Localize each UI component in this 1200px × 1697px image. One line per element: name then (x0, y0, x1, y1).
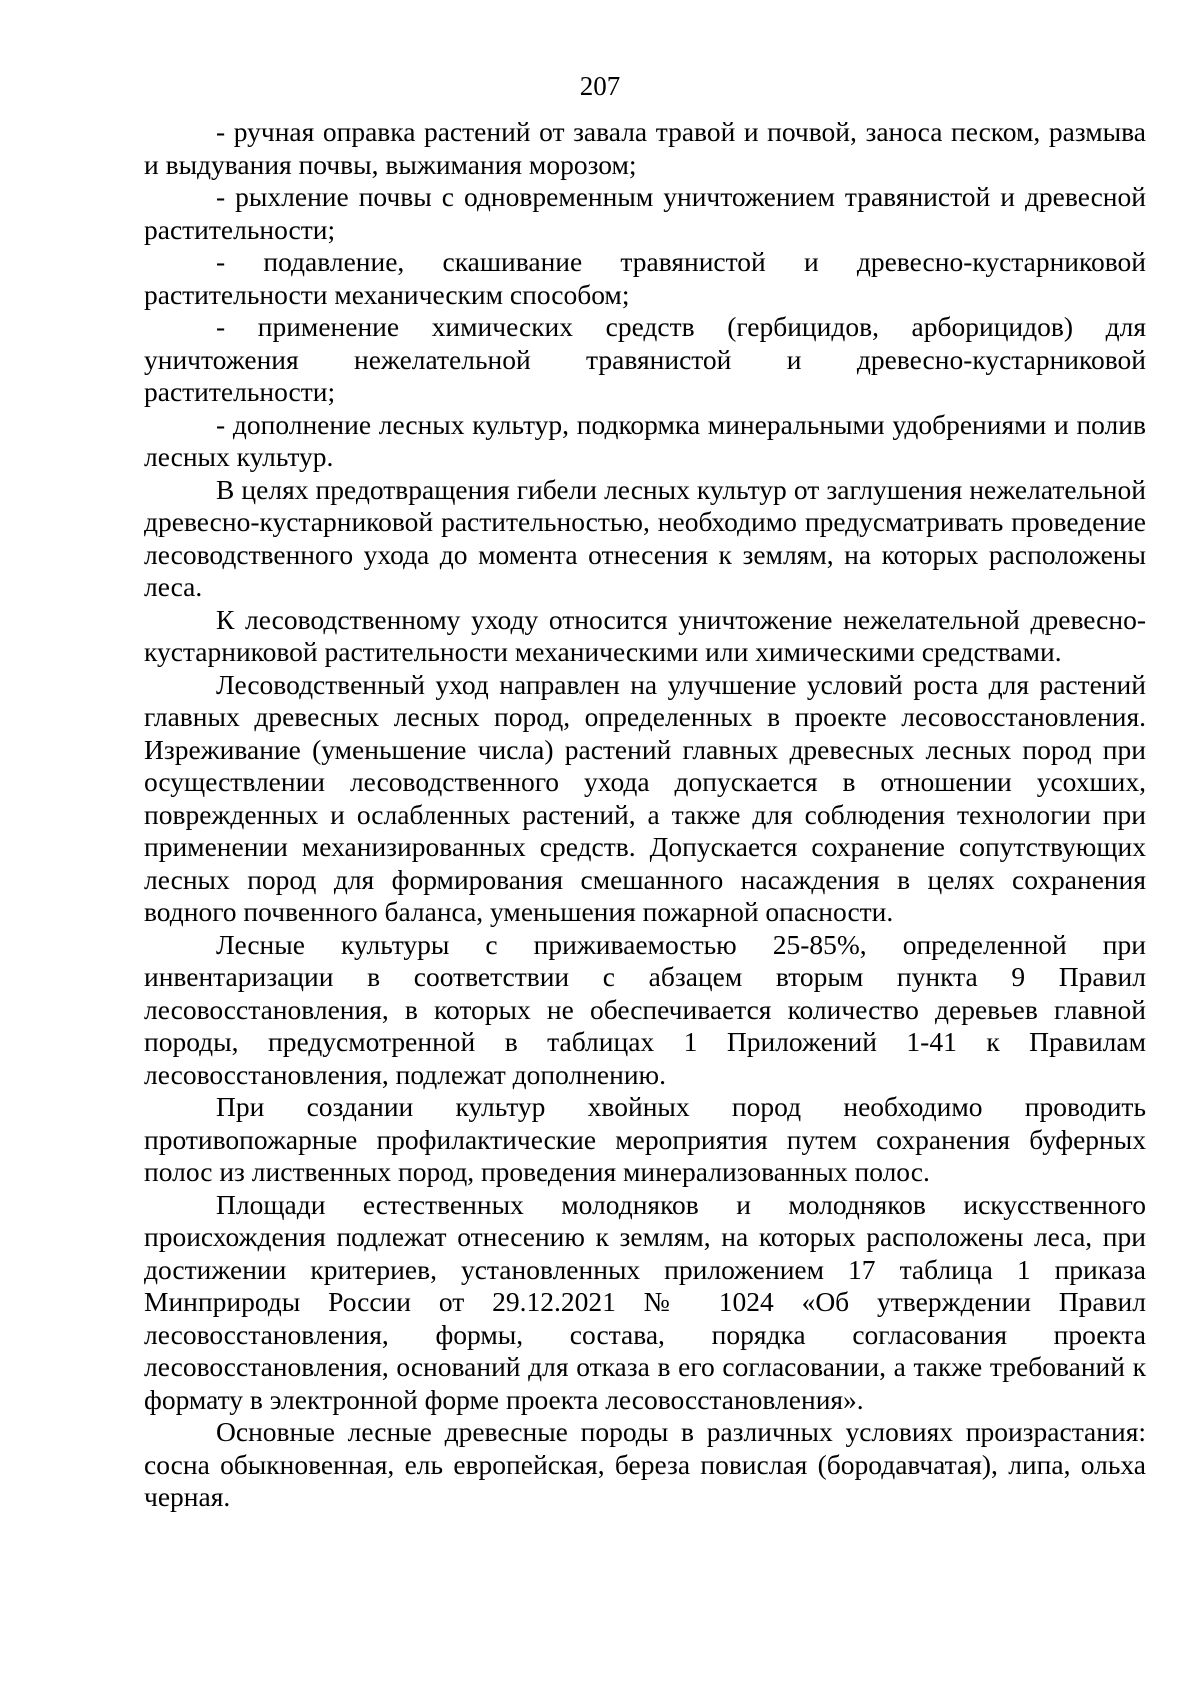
paragraph-prevention-of-death: В целях предотвращения гибели лесных культур от заглушения нежелательной древесно-кустарниковой растительностью, необходимо предусматривать проведение лесоводственного ухода до момента отнесения к землям, на которых расположены леса. (144, 473, 1146, 602)
paragraph-silvicultural-care-purpose: Лесоводственный уход направлен на улучшение условий роста для растений главных древесных лесных пород, определенных в проекте лесовосстановления. Изреживание (уменьшение числа) растений главных древесных лесных пород при осуществлении лесоводственного ухода допускается в отношении усохших, поврежденных и ослабленных растений, а также для соблюдения технологии при применении механизированных средств. Допускается сохранение сопутствующих лесных пород для формирования смешанного насаждения в целях сохранения водного почвенного баланса, уменьшения пожарной опасности. (144, 668, 1146, 927)
paragraph-soil-loosening: - рыхление почвы с одновременным уничтожением травянистой и древесной растительности; (144, 181, 1146, 245)
page-number: 207 (579, 71, 621, 101)
paragraph-chemical-agents: - применение химических средств (гербицидов, арборицидов) для уничтожения нежелательной травянистой и древесно-кустарниковой растительности; (144, 311, 1146, 407)
paragraph-suppression-mowing: - подавление, скашивание травянистой и древесно-кустарниковой растительности механическим способом; (144, 246, 1146, 310)
paragraph-silvicultural-care-definition: К лесоводственному уходу относится уничтожение нежелательной древесно-кустарниковой растительности механическими или химическими средствами. (144, 603, 1146, 667)
paragraph-supplementing-cultures: - дополнение лесных культур, подкормка минеральными удобрениями и полив лесных культур. (144, 408, 1146, 472)
paragraph-main-species: Основные лесные древесные породы в различных условиях произрастания: сосна обыкновенная, ель европейская, береза повислая (бородавчатая), липа, ольха черная. (144, 1416, 1146, 1512)
paragraph-survival-rate: Лесные культуры с приживаемостью 25-85%, определенной при инвентаризации в соответствии с абзацем вторым пункта 9 Правил лесовосстановления, в которых не обеспечивается количество деревьев главной породы, предусмотренной в таблицах 1 Приложений 1-41 к Правилам лесовосстановления, подлежат дополнению. (144, 928, 1146, 1090)
document-body (144, 116, 1146, 1514)
paragraph-young-stands: Площади естественных молодняков и молодняков искусственного происхождения подлежат отнесению к землям, на которых расположены леса, при достижении критериев, установленных приложением 17 таблица 1 приказа Минприроды России от 29.12.2021 № 1024 «Об утверждении Правил лесовосстановления, формы, состава, порядка согласования проекта лесовосстановления, оснований для отказа в его согласовании, а также требований к формату в электронной форме проекта лесовосстановления». (144, 1188, 1146, 1415)
paragraph-fire-prevention: При создании культур хвойных пород необходимо проводить противопожарные профилактические мероприятия путем сохранения буферных полос из лиственных пород, проведения минерализованных полос. (144, 1091, 1146, 1187)
paragraph-hand-correction: - ручная оправка растений от завала травой и почвой, заноса песком, размыва и выдувания почвы, выжимания морозом; (144, 116, 1146, 180)
